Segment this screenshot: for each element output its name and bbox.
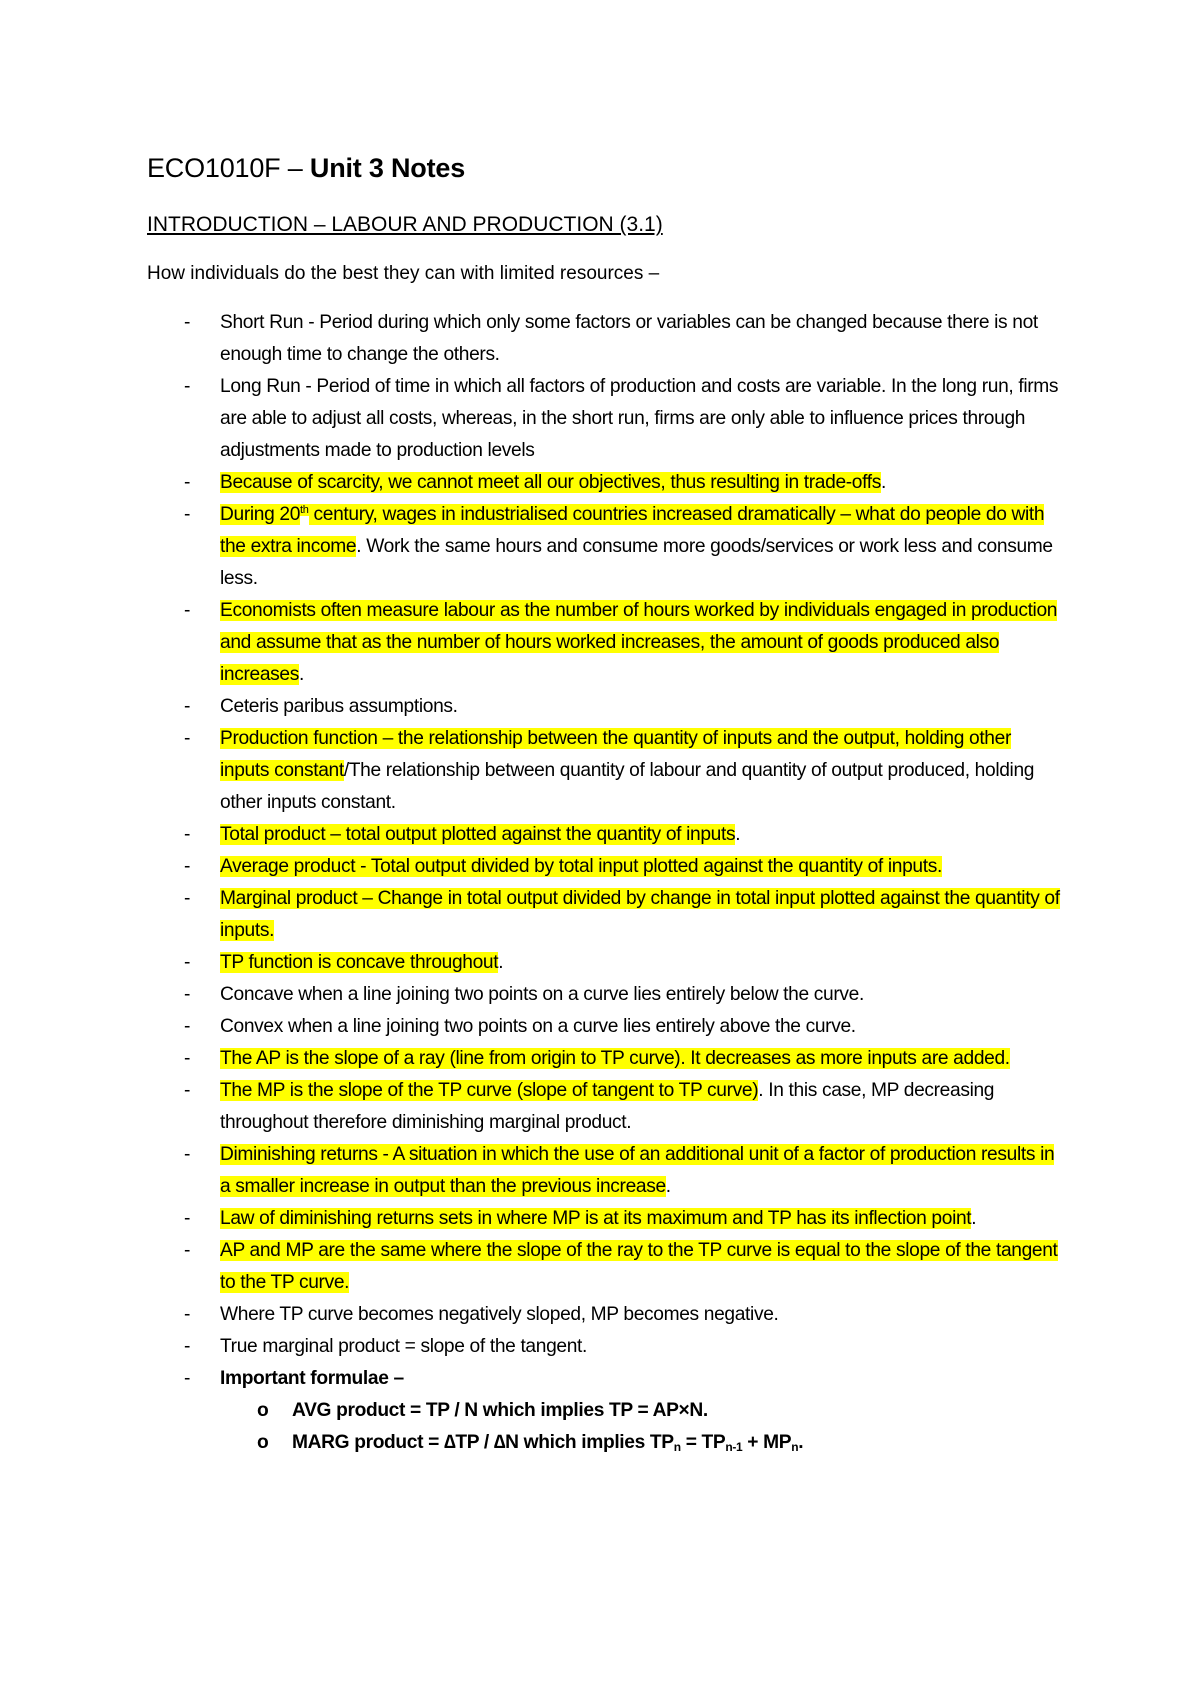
list-item — [0, 1363, 1063, 1459]
highlighted-text: Average product - Total output divided by total input plotted against the quantity of inputs. — [220, 856, 942, 877]
list-item — [0, 1011, 1063, 1043]
bullet-dash: - — [184, 1048, 191, 1069]
bullet-dash: - — [184, 1208, 191, 1229]
list-item — [0, 1331, 1063, 1363]
sub-bullet-circle: o — [257, 1432, 269, 1453]
sub-bullet-circle: o — [257, 1400, 269, 1421]
bullet-dash: - — [184, 1368, 191, 1389]
item-text: Convex when a line joining two points on a curve lies entirely above the curve. — [220, 1016, 856, 1037]
formula-text: MARG product = ∆TP / ∆N which implies TP — [292, 1432, 674, 1453]
bullet-dash: - — [184, 856, 191, 877]
notes-list — [0, 307, 1200, 1459]
title-code: ECO1010F – — [147, 153, 310, 183]
bullet-dash: - — [184, 984, 191, 1005]
item-text: True marginal product = slope of the tangent. — [220, 1336, 587, 1357]
list-item — [0, 1235, 1063, 1299]
highlighted-text: Because of scarcity, we cannot meet all our objectives, thus resulting in trade-offs — [220, 472, 881, 493]
list-item — [0, 723, 1063, 819]
item-text: . — [498, 952, 504, 973]
bullet-dash: - — [184, 1336, 191, 1357]
formula-item — [220, 1427, 1063, 1459]
list-item — [0, 979, 1063, 1011]
item-text: . — [880, 472, 886, 493]
bullet-dash: - — [184, 504, 191, 525]
highlighted-text: Diminishing returns - A situation in which the use of an additional unit of a factor of production results in a smaller increase in output than the previous increase — [220, 1144, 1055, 1197]
highlighted-text: AP and MP are the same where the slope of the ray to the TP curve is equal to the slope of the tangent to the TP curve. — [220, 1240, 1058, 1293]
highlighted-text: Economists often measure labour as the number of hours worked by individuals engaged in production and assume that as the number of hours worked increases, the amount of goods produced also increases — [220, 600, 1058, 685]
bullet-dash: - — [184, 952, 191, 973]
highlighted-text: TP function is concave throughout — [220, 952, 499, 973]
list-item — [0, 1299, 1063, 1331]
bullet-dash: - — [184, 1240, 191, 1261]
subscript: n — [673, 1440, 681, 1454]
list-item — [0, 947, 1063, 979]
formula-item — [220, 1395, 1063, 1427]
list-item — [0, 1075, 1063, 1139]
subscript: n-1 — [725, 1440, 743, 1454]
list-item — [0, 819, 1063, 851]
avg-product-formula: AVG product = TP / N which implies TP = AP×N. — [292, 1400, 708, 1421]
bullet-dash: - — [184, 376, 191, 397]
item-text: Short Run - Period during which only some factors or variables can be changed because there is not enough time to change the others. — [220, 312, 1038, 365]
list-item — [0, 851, 1063, 883]
bullet-dash: - — [184, 696, 191, 717]
item-text: . — [298, 664, 304, 685]
formula-text: + MP — [742, 1432, 792, 1453]
item-text: . Work the same hours and consume more goods/services or work less and consume less. — [220, 536, 1053, 589]
bullet-dash: - — [184, 1144, 191, 1165]
highlighted-text: Total product – total output plotted against the quantity of inputs — [220, 824, 736, 845]
highlighted-text: Law of diminishing returns sets in where MP is at its maximum and TP has its inflection point — [220, 1208, 972, 1229]
list-item — [0, 307, 1063, 371]
title-bold: Unit 3 Notes — [309, 153, 466, 183]
formula-text: = TP — [680, 1432, 726, 1453]
list-item — [0, 499, 1063, 595]
intro-paragraph: How individuals do the best they can with limited resources – — [147, 263, 660, 284]
marg-product-formula — [292, 1432, 803, 1453]
item-text: Concave when a line joining two points on a curve lies entirely below the curve. — [220, 984, 864, 1005]
formulae-list — [220, 1395, 1063, 1459]
bullet-dash: - — [184, 1080, 191, 1101]
list-item — [0, 1043, 1063, 1075]
item-text: Where TP curve becomes negatively sloped, MP becomes negative. — [220, 1304, 779, 1325]
list-item — [0, 371, 1063, 467]
item-text: Long Run - Period of time in which all factors of production and costs are variable. In the long run, firms are able to adjust all costs, whereas, in the short run, firms are only able to influence prices through adjustments made to production levels — [220, 376, 1059, 461]
item-text: . — [971, 1208, 977, 1229]
item-text: . In this case, MP decreasing throughout therefore diminishing marginal product. — [220, 1080, 995, 1133]
list-item — [0, 691, 1063, 723]
bullet-dash: - — [184, 888, 191, 909]
list-item — [0, 1139, 1063, 1203]
highlighted-text: The AP is the slope of a ray (line from origin to TP curve). It decreases as more inputs are added. — [220, 1048, 1010, 1069]
list-item — [0, 883, 1063, 947]
bullet-dash: - — [184, 728, 191, 749]
highlighted-text: Production function – the relationship between the quantity of inputs and the output, holding other inputs constant — [220, 728, 1011, 781]
list-item — [0, 595, 1063, 691]
formula-text: . — [798, 1432, 804, 1453]
bullet-dash: - — [184, 472, 191, 493]
item-text: /The relationship between quantity of labour and quantity of output produced, holding other inputs constant. — [220, 760, 1035, 813]
subscript: n — [791, 1440, 799, 1454]
highlighted-text: The MP is the slope of the TP curve (slope of tangent to TP curve) — [220, 1080, 759, 1101]
item-text: . — [735, 824, 741, 845]
bullet-dash: - — [184, 1304, 191, 1325]
list-item — [0, 1203, 1063, 1235]
bullet-dash: - — [184, 824, 191, 845]
highlighted-text: During 20 — [220, 504, 301, 525]
section-heading: INTRODUCTION – LABOUR AND PRODUCTION (3.1) — [147, 213, 663, 236]
bullet-dash: - — [184, 1016, 191, 1037]
bullet-dash: - — [184, 600, 191, 621]
item-text: Ceteris paribus assumptions. — [220, 696, 458, 717]
highlighted-text: century, wages in industrialised countries increased dramatically – what do people do with the extra income — [220, 504, 1045, 557]
highlighted-text: Marginal product – Change in total output divided by change in total input plotted against the quantity of inputs. — [220, 888, 1060, 941]
item-text: . — [665, 1176, 671, 1197]
superscript: th — [300, 504, 309, 516]
document-title — [147, 151, 465, 185]
list-item — [0, 467, 1063, 499]
bullet-dash: - — [184, 312, 191, 333]
formulae-heading: Important formulae – — [220, 1368, 404, 1389]
